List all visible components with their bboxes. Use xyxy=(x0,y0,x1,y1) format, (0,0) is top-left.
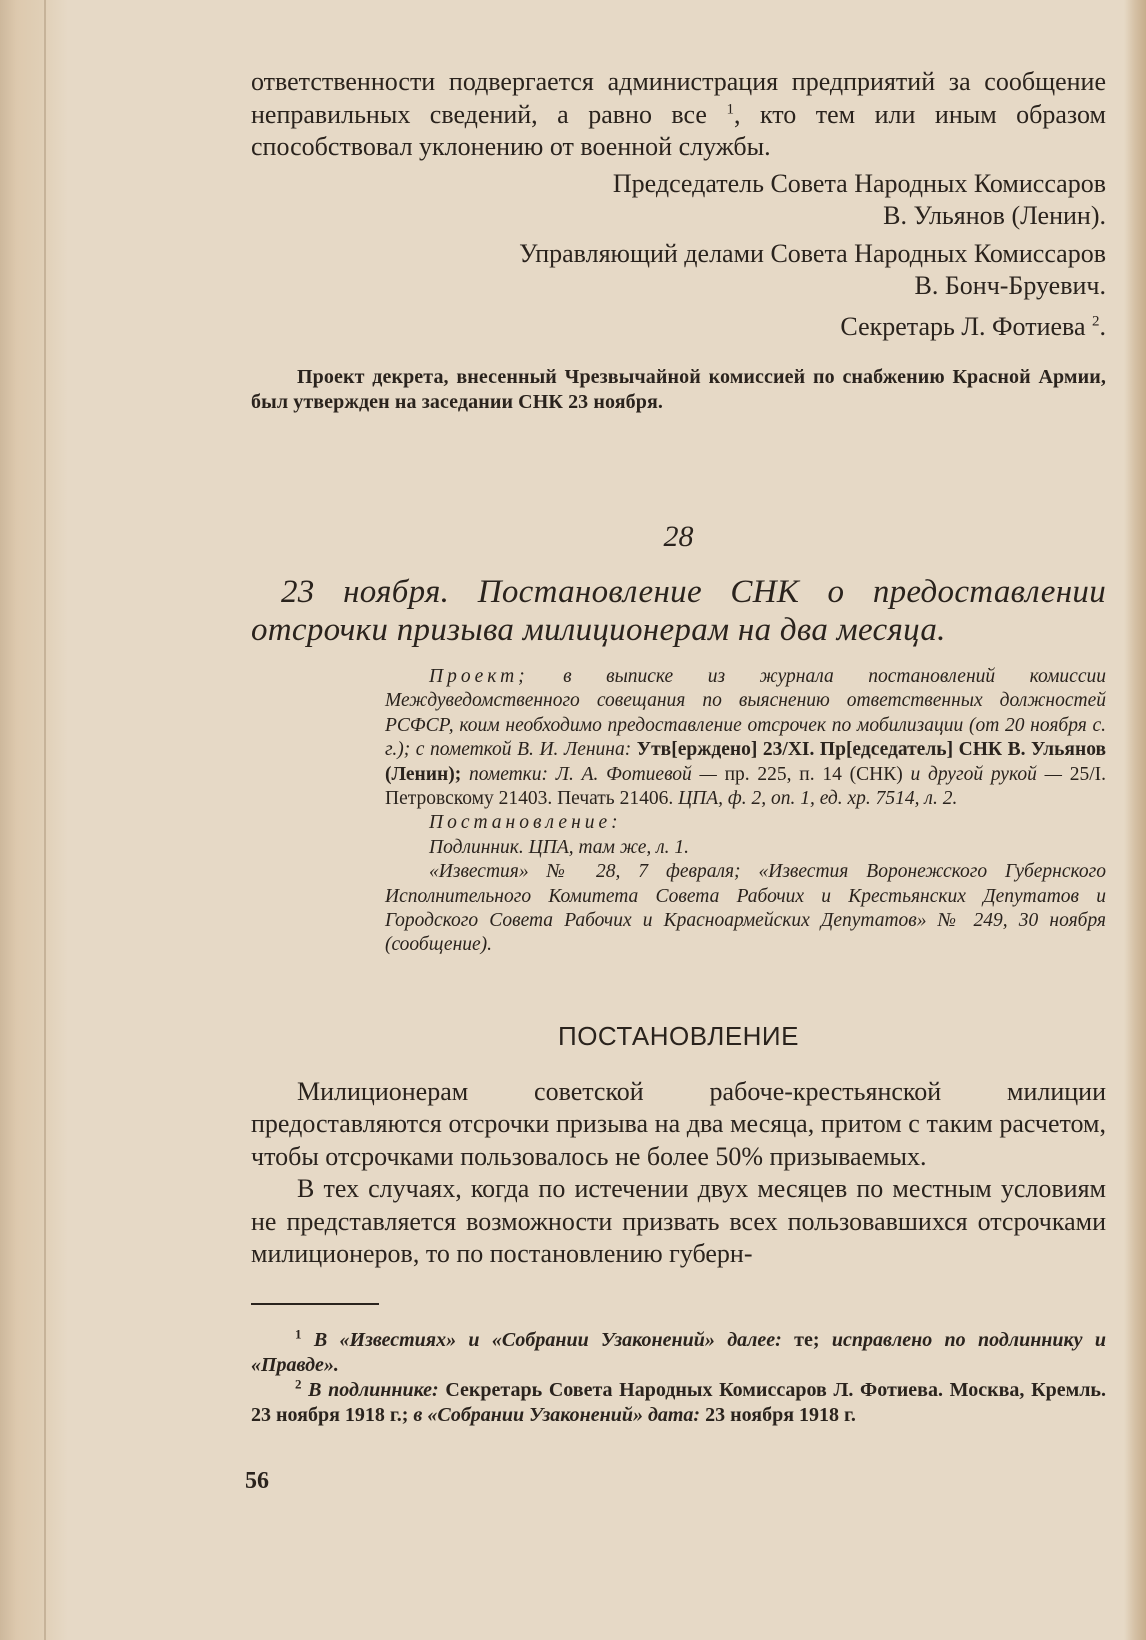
signature-secretary xyxy=(251,311,1106,344)
footnote-divider xyxy=(251,1303,379,1305)
footnote-2 xyxy=(251,1378,1106,1428)
footnote-text: те; xyxy=(794,1328,820,1351)
footnote-1 xyxy=(251,1328,1106,1378)
book-gutter xyxy=(0,0,68,1640)
archive-text: и другой рукой — xyxy=(902,763,1070,785)
archive-paragraph-2 xyxy=(385,811,1106,835)
manager-name: В. Бонч-Бруевич. xyxy=(914,271,1106,300)
archive-references xyxy=(385,665,1106,958)
archive-text: 25/I. Петровскому 21403. Печать 21406. xyxy=(385,763,1106,810)
document-title: 23 ноября. Постановление СНК о предоставлении отсрочки призыва милиционерам на два месяца. xyxy=(251,574,1106,648)
archive-label-project: Проект; xyxy=(429,666,529,687)
secretary-text: Секретарь Л. Фотиева xyxy=(840,311,1086,341)
chair-name: В. Ульянов (Ленин). xyxy=(883,201,1106,230)
footnote-text: исправлено по подлиннику и «Правде». xyxy=(251,1328,1107,1376)
page-content xyxy=(251,66,1106,1428)
page-edge xyxy=(1124,0,1146,1640)
archive-paragraph-3: Подлинник. ЦПА, там же, л. 1. xyxy=(429,836,690,858)
signature-chair xyxy=(251,168,1106,233)
footnote-text: В подлиннике: xyxy=(301,1378,446,1401)
editor-note: Проект декрета, внесенный Чрезвычайной комиссией по снабжению Красной Армии, был утвержден на заседании СНК 23 ноября. xyxy=(251,366,1106,413)
signature-manager xyxy=(251,238,1106,303)
section-heading: ПОСТАНОВЛЕНИЕ xyxy=(558,1020,799,1051)
archive-text: пометки: Л. А. Фотиевой — xyxy=(461,763,725,785)
footnote-text: в «Собрании Узаконений» дата: xyxy=(408,1403,706,1426)
resolution-paragraph-2: В тех случаях, когда по истечении двух месяцев по местным условиям не представляется возможности призвать всех пользовавшихся отсрочками милиционеров, то по постановлению губерн- xyxy=(251,1174,1106,1269)
footnote-text: Секретарь Совета Народных Комиссаров Л. Фотиева. Москва, Кремль. 23 ноября 1918 г.; xyxy=(251,1378,1106,1426)
archive-label-resolution: Постановление: xyxy=(429,812,622,834)
secretary-line xyxy=(251,311,1106,344)
footnote-text: В «Известиях» и «Собрании Узаконений» далее: xyxy=(301,1328,795,1351)
document-number: 28 xyxy=(663,520,694,553)
secretary-end: . xyxy=(1099,311,1106,341)
top-paragraph xyxy=(251,66,1106,164)
footnote-ref-1[interactable]: 1 xyxy=(726,100,734,117)
lenin-mark: Утв[ерждено] 23/XI. Пр[едседатель] СНК В. Ульянов (Ленин); xyxy=(385,739,1106,785)
page-number: 56 xyxy=(245,1468,269,1494)
footnotes xyxy=(251,1328,1106,1428)
footnote-1-mark: 1 xyxy=(295,1326,302,1342)
manager-title: Управляющий делами Совета Народных Комиссаров xyxy=(519,238,1106,268)
footnote-ref-2[interactable]: 2 xyxy=(1092,312,1100,329)
archive-paragraph-4: «Известия» № 28, 7 февраля; «Известия Воронежского Губернского Исполнительного Комитета Совета Рабочих и Крестьянских Депутатов и Городского Совета Рабочих и Красноармейских Депутатов» № 249, 30 ноября (сообщение). xyxy=(385,861,1106,956)
top-paragraph-text-end: , кто тем или иным образом способствовал уклонению от военной службы. xyxy=(251,99,1107,161)
top-paragraph-text: ответственности подвергается администрация предприятий за сообщение неправильных сведений, а равно все xyxy=(251,67,1106,129)
archive-text: пр. 225, п. 14 (СНК) xyxy=(724,763,903,785)
archive-paragraph-1 xyxy=(385,665,1106,811)
footnote-2-mark: 2 xyxy=(295,1376,302,1392)
chair-title: Председатель Совета Народных Комиссаров xyxy=(612,168,1106,198)
archive-text: ЦПА, ф. 2, оп. 1, ед. хр. 7514, л. 2. xyxy=(673,788,958,810)
resolution-paragraph-1: Милиционерам советской рабоче-крестьянской милиции предоставляются отсрочки призыва на два месяца, притом с таким расчетом, чтобы отсрочками пользовалось не более 50% призываемых. xyxy=(251,1076,1106,1171)
archive-text: в выписке из журнала постановлений комиссии Междуведомственного совещания по выяснению ответственных должностей РСФСР, коим необходимо предоставление отсрочек по мобилизации (от 20 ноября с. г.); с пометкой В. И. Ленина: xyxy=(385,666,1106,761)
resolution-text xyxy=(251,1076,1106,1271)
footnote-text: 23 ноября 1918 г. xyxy=(705,1403,856,1426)
